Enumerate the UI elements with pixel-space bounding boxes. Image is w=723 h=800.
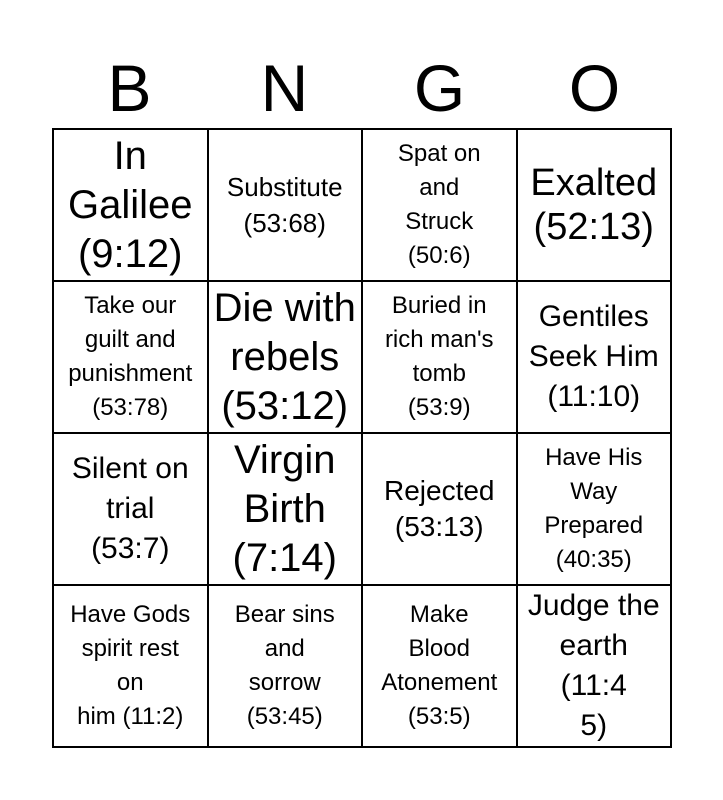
cell-text: Exalted (52:13) xyxy=(530,162,658,248)
cell-text: Rejected (53:13) xyxy=(383,475,495,542)
bingo-cell[interactable] xyxy=(518,434,673,586)
bingo-cell[interactable] xyxy=(363,586,518,748)
bingo-cell[interactable] xyxy=(54,130,209,282)
cell-text: Gentiles Seek Him (11:10) xyxy=(528,300,659,413)
bingo-cell[interactable] xyxy=(518,282,673,434)
cell-text: Buried in rich man's tomb (53:9) xyxy=(384,292,494,421)
header-letter-g: G xyxy=(413,51,466,125)
cell-text: Bear sins and sorrow (53:45) xyxy=(234,601,335,730)
bingo-cell[interactable] xyxy=(54,282,209,434)
cell-text: Virgin Birth (7:14) xyxy=(232,437,337,580)
cell-text: Die with rebels (53:12) xyxy=(213,285,356,428)
cell-text: Take our guilt and punishment (53:78) xyxy=(68,292,193,421)
bingo-cell[interactable] xyxy=(363,434,518,586)
cell-text: Silent on trial (53:7) xyxy=(71,452,189,565)
cell-text: Judge the earth (11:4 5) xyxy=(527,589,660,742)
cell-text: Substitute (53:68) xyxy=(226,172,343,238)
cell-text: Have Gods spirit rest on him (11:2) xyxy=(70,601,191,730)
bingo-cell[interactable] xyxy=(209,434,364,586)
bingo-grid xyxy=(52,128,672,748)
header-letter-n: N xyxy=(260,51,309,125)
bingo-cell[interactable] xyxy=(363,282,518,434)
bingo-cell[interactable] xyxy=(209,130,364,282)
bingo-cell[interactable] xyxy=(54,586,209,748)
header-letter-b: B xyxy=(107,51,152,125)
bingo-cell[interactable] xyxy=(363,130,518,282)
header-letter-o: O xyxy=(568,51,621,125)
bingo-cell[interactable] xyxy=(209,282,364,434)
cell-text: Spat on and Struck (50:6) xyxy=(397,140,481,269)
cell-text: Make Blood Atonement (53:5) xyxy=(381,601,498,730)
bingo-cell[interactable] xyxy=(518,130,673,282)
bingo-header xyxy=(52,52,672,124)
bingo-cell[interactable] xyxy=(518,586,673,748)
cell-text: Have His Way Prepared (40:35) xyxy=(544,444,644,573)
bingo-cell[interactable] xyxy=(209,586,364,748)
bingo-cell[interactable] xyxy=(54,434,209,586)
cell-text: In Galilee (9:12) xyxy=(67,133,193,276)
